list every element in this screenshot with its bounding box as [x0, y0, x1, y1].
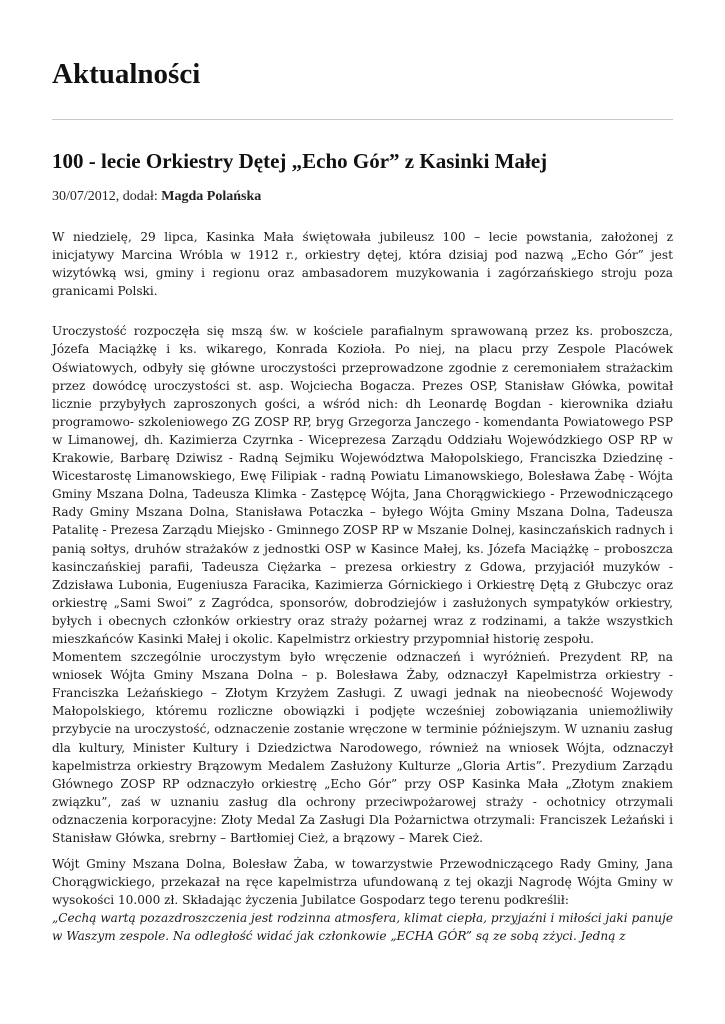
article-paragraph-ceremony: Uroczystość rozpoczęła się mszą św. w kościele parafialnym sprawowaną przez ks. proboszcza, Józefa Maciążkę i ks. wikarego, Konrada Kozioła. Po niej, na placu przy Zespole Placówek Oświatowych, odbyły się główne uroczystości przeprowadzone zgodnie z ceremoniałem strażackim przez dowódcę uroczystości st. asp. Wojciecha Bogacza. Prezes OSP, Stanisław Główka, powitał licznie przybyłych zaproszonych gości, a wśród nich: dh Leonardę Bogdan - kierownika działu programowo- szkoleniowego ZG ZOSP RP, bryg Grzegorza Janczego - komendanta Powiatowego PSP w Limanowej, dh. Kazimierza Czyrnka - Wiceprezesa Zarządu Oddziału Wojewódzkiego OSP RP w Krakowie, Barbarę Dziwisz - Radną Sejmiku Województwa Małopolskiego, Franciszka Dziedzinę - Wicestarostę Limanowskiego, Ewę Filipiak - radną Powiatu Limanowskiego, Bolesława Żabę - Wójta Gminy Mszana Dolna, Tadeusza Klimka - Zastępcę Wójta, Jana Chorągwickiego - Przewodniczącego Rady Gminy Mszana Dolna, Stanisława Potaczka – byłego Wójta Gminy Mszana Dolna, Tadeusza Patalitę - Prezesa Zarządu Miejsko - Gminnego ZOSP RP w Mszanie Dolnej, kasinczańskich radnych i panią sołtys, druhów strażaków z jednostki OSP w Kasince Małej, ks. Józefa Maciążkę – proboszcza kasinczańskiej parafii, Tadeusza Ciężarka – prezesa orkiestry z Gdowa, przyjaciół muzyków - Zdzisława Lubonia, Eugeniusza Faracika, Kazimierza Górnickiego i Orkiestrę Dętą z Głubczyc oraz orkiestrę „Sami Swoi” z Zagródca, sponsorów, dobrodziejów i zasłużonych sympatyków orkiestry, byłych i obecnych członków orkiestry oraz straży pożarnej wraz z rodzinami, a także wszystkich mieszkańców Kasinki Małej i okolic. Kapelmistrz orkiestry przypomniał historię zespołu.: [52, 324, 673, 646]
article-paragraph-intro: W niedzielę, 29 lipca, Kasinka Mała świętowała jubileusz 100 – lecie powstania, założonej z inicjatywy Marcina Wróbla w 1912 r., orkiestry dętej, która dzisiaj pod nazwą „Echo Gór” jest wizytówką wsi, gminy i regionu oraz ambasadorem muzykowania i zagórzańskiego stroju poza granicami Polski.: [52, 230, 673, 299]
added-by-label: dodał:: [122, 189, 158, 204]
article-paragraph-awards: Momentem szczególnie uroczystym było wręczenie odznaczeń i wyróżnień. Prezydent RP, na wniosek Wójta Gminy Mszana Dolna – p. Bolesława Żaby, odznaczył Kapelmistrza orkiestry - Franciszka Leżańskiego – Złotym Krzyżem Zasługi. Z uwagi jednak na nieobecność Wojewody Małopolskiego, któremu rozliczne obowiązki i podjęte wcześniej zobowiązania uniemożliwiły przybycie na uroczystość, odznaczenie zostanie wręczone w terminie późniejszym. W uznaniu zasług dla kultury, Minister Kultury i Dziedzictwa Narodowego, również na wniosek Wójta, odznaczył kapelmistrza orkiestry Brązowym Medalem Zasłużony Kulturze „Gloria Artis”. Prezydium Zarządu Głównego ZOSP RP odznaczyło orkiestrę „Echo Gór” przy OSP Kasinka Mała „Złotym znakiem związku”, zaś w uznaniu zasług dla ochrony przeciwpożarowej straży - ochotnicy otrzymali odznaczenia korporacyjne: Złoty Medal Za Zasługi Dla Pożarnictwa otrzymali: Franciszek Leżański i Stanisław Główka, srebrny – Bartłomiej Cież, a brązowy – Marek Cież.: [52, 650, 673, 845]
article-date: 30/07/2012,: [52, 189, 120, 204]
article-paragraph-prize: Wójt Gminy Mszana Dolna, Bolesław Żaba, w towarzystwie Przewodniczącego Rady Gminy, Jana Chorągwickiego, przekazał na ręce kapelmistrza ufundowaną z tej okazji Nagrodę Wójta Gminy w wysokości 10.000 zł. Składając życzenia Jubilatce Gospodarz tego terenu podkreślił:: [52, 857, 673, 908]
article-author: Magda Polańska: [161, 189, 262, 204]
article-body: [52, 228, 673, 946]
article-meta: [52, 188, 261, 206]
section-title: Aktualności: [52, 58, 201, 90]
divider: [52, 119, 673, 120]
article-quote: „Cechą wartą pozazdroszczenia jest rodzinna atmosfera, klimat ciepła, przyjaźni i miłości jaki panuje w Waszym zespole. Na odległość widać jak członkowie „ECHA GÓR” są ze sobą zżyci. Jedną z: [52, 911, 673, 944]
article-title[interactable]: 100 - lecie Orkiestry Dętej „Echo Gór” z Kasinki Małej: [52, 149, 548, 173]
